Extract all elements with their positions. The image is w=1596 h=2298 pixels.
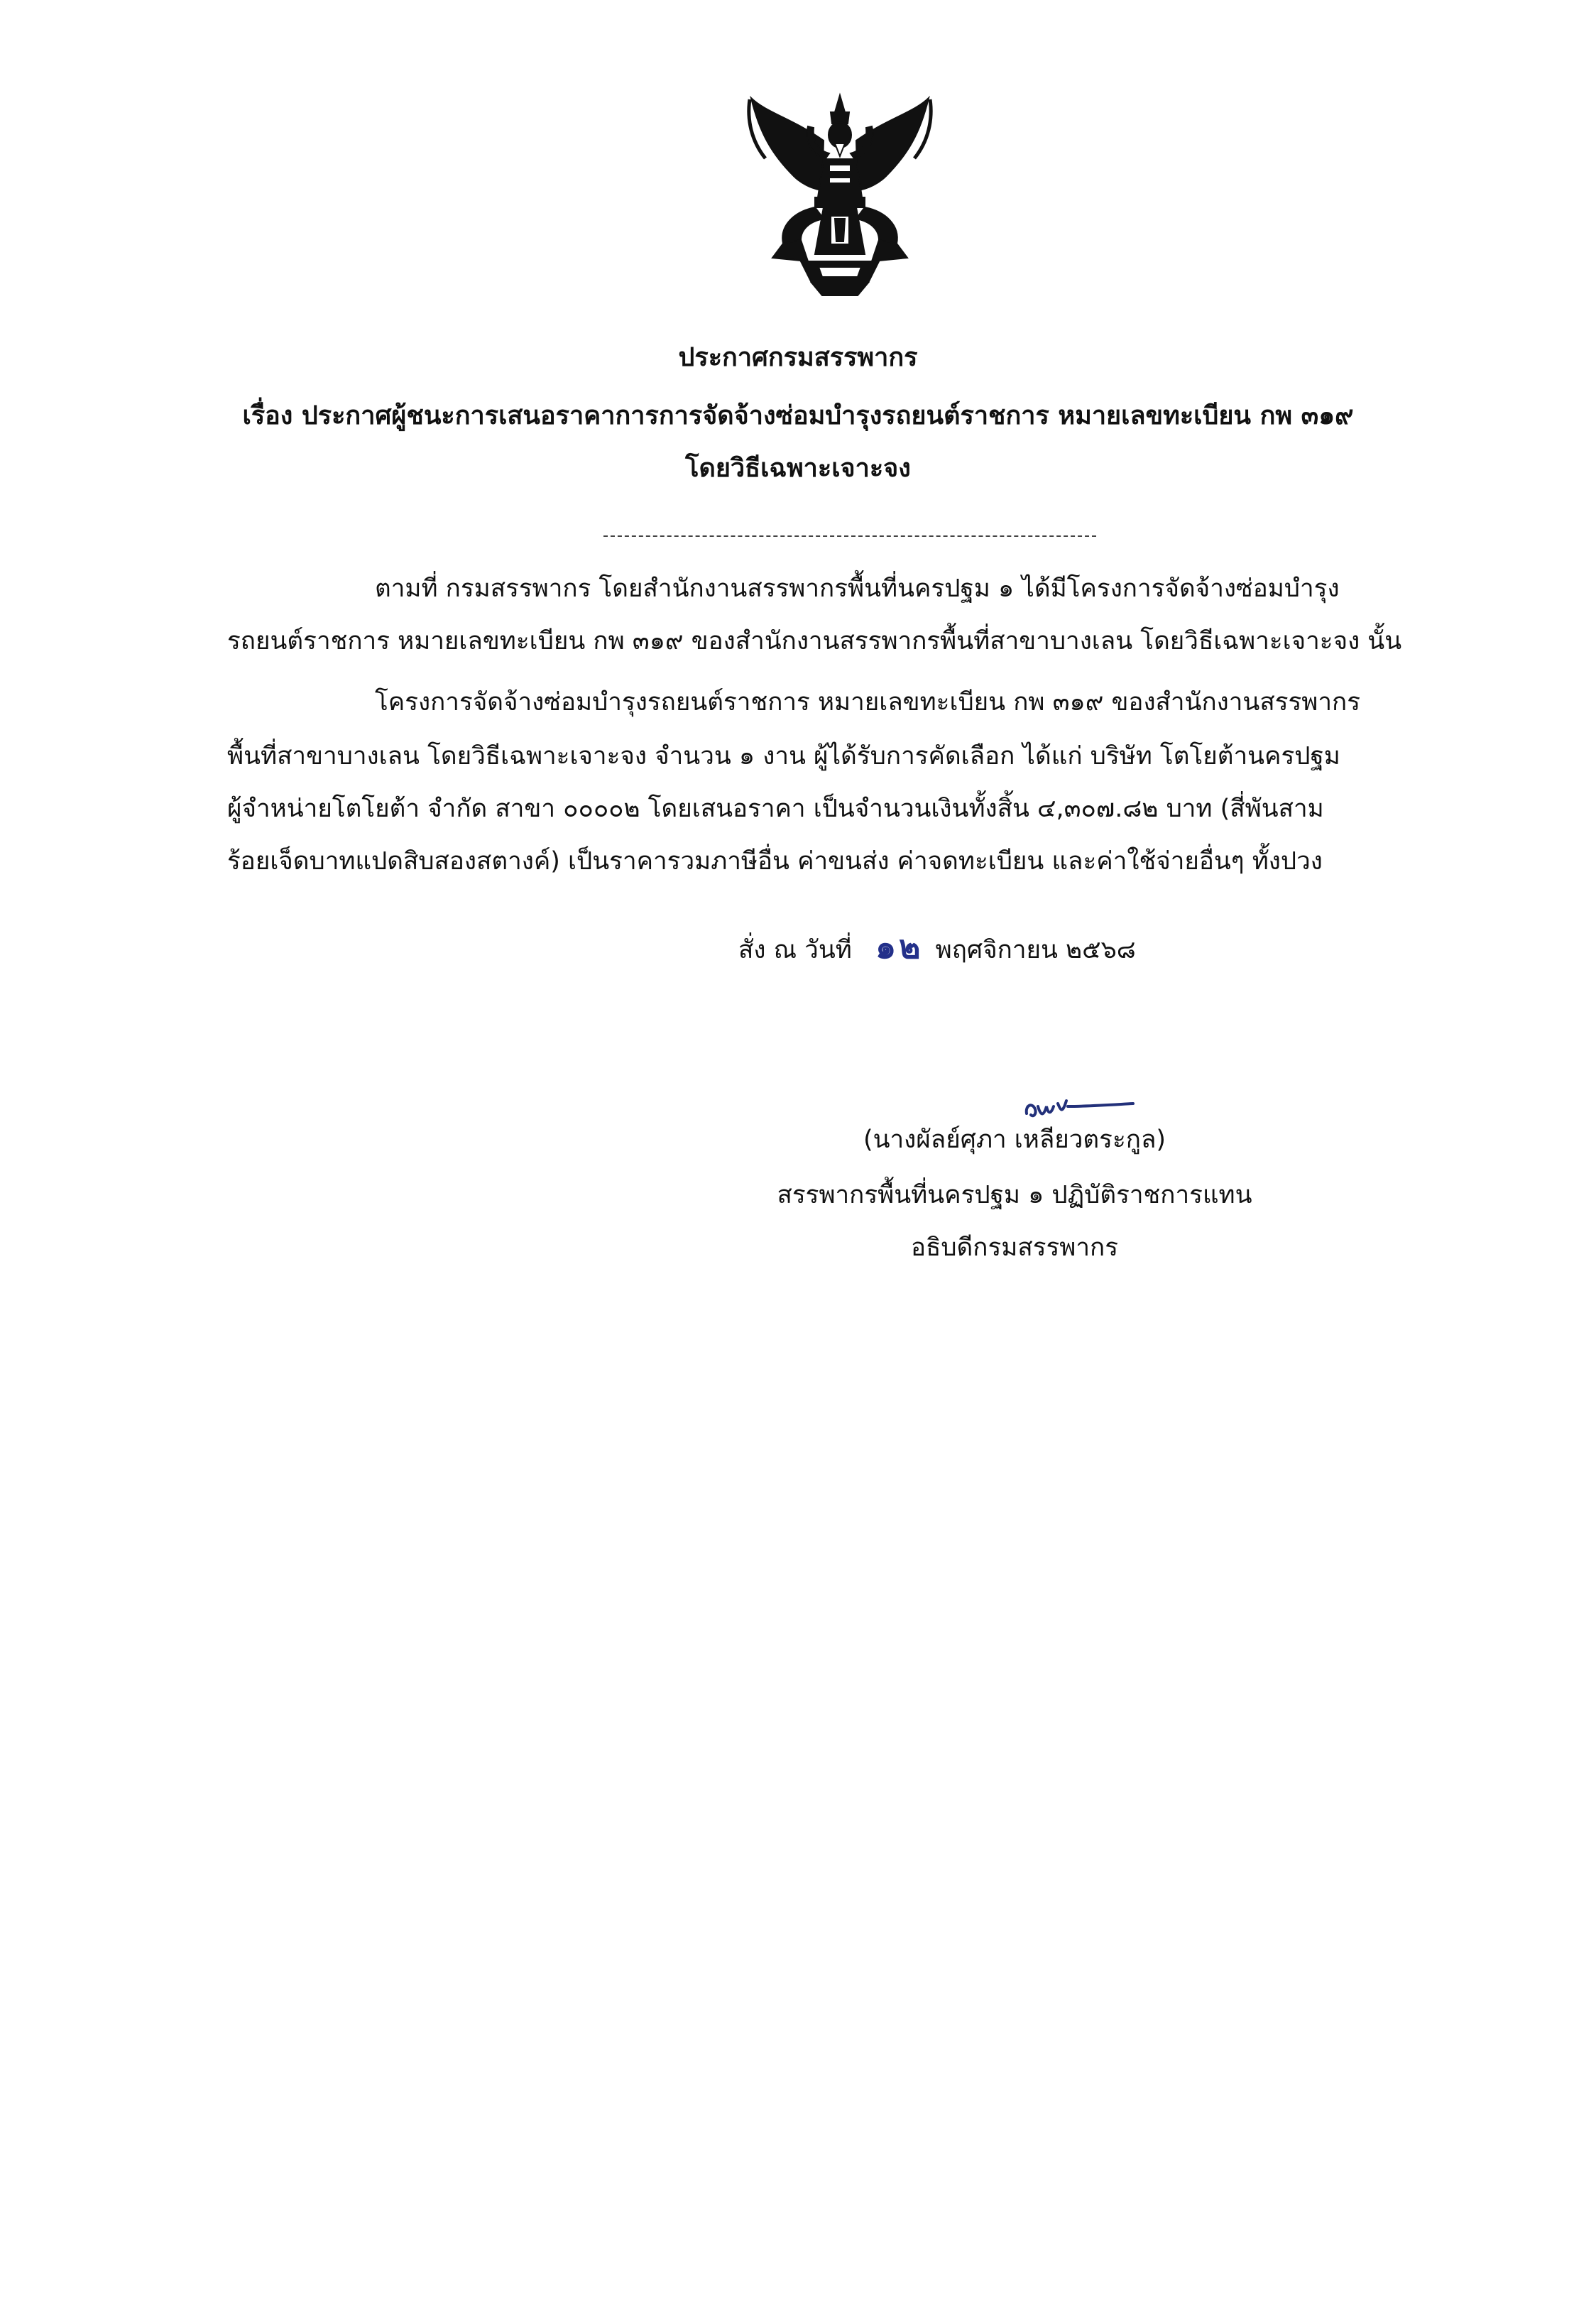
garuda-emblem [744, 91, 936, 297]
order-date [738, 927, 1136, 966]
date-prefix: สั่ง ณ วันที่ [738, 936, 852, 964]
signatory-name: (นางผัลย์ศุภา เหลียวตระกูล) [863, 1126, 1166, 1154]
handwritten-signature [1022, 1085, 1136, 1128]
paragraph-2-line-4: ร้อยเจ็ดบาทแปดสิบสองสตางค์) เป็นราคารวมภาษีอื่น ค่าขนส่ง ค่าจดทะเบียน และค่าใช้จ่ายอื่นๆ ทั้งปวง [227, 847, 1323, 876]
paragraph-2-line-1: โครงการจัดจ้างซ่อมบำรุงรถยนต์ราชการ หมายเลขทะเบียน กพ ๓๑๙ ของสำนักงานสรรพากร [375, 688, 1361, 717]
separator-rule [603, 535, 1096, 537]
date-day-handwritten: ๑๒ [875, 927, 924, 966]
announcement-method: โดยวิธีเฉพาะเจาะจง [685, 454, 911, 483]
date-month-year: พฤศจิกายน ๒๕๖๘ [935, 936, 1136, 964]
paragraph-1-line-1: ตามที่ กรมสรรพากร โดยสำนักงานสรรพากรพื้นที่นครปฐม ๑ ได้มีโครงการจัดจ้างซ่อมบำรุง [375, 574, 1340, 603]
paragraph-2-line-3: ผู้จำหน่ายโตโยต้า จำกัด สาขา ๐๐๐๐๒ โดยเสนอราคา เป็นจำนวนเงินทั้งสิ้น ๔,๓๐๗.๘๒ บาท (สี่พันสาม [227, 795, 1324, 823]
announcement-issuer: ประกาศกรมสรรพากร [678, 343, 918, 372]
signatory-on-behalf-of: อธิบดีกรมสรรพากร [910, 1234, 1119, 1262]
announcement-subject: เรื่อง ประกาศผู้ชนะการเสนอราคาการการจัดจ้างซ่อมบำรุงรถยนต์ราชการ หมายเลขทะเบียน กพ ๓๑๙ [242, 401, 1354, 430]
paragraph-2-line-2: พื้นที่สาขาบางเลน โดยวิธีเฉพาะเจาะจง จำนวน ๑ งาน ผู้ได้รับการคัดเลือก ได้แก่ บริษัท โตโยต้านครปฐม [227, 742, 1340, 770]
paragraph-1-line-2: รถยนต์ราชการ หมายเลขทะเบียน กพ ๓๑๙ ของสำนักงานสรรพากรพื้นที่สาขาบางเลน โดยวิธีเฉพาะเจาะจง นั้น [227, 627, 1402, 655]
signatory-position: สรรพากรพื้นที่นครปฐม ๑ ปฏิบัติราชการแทน [777, 1181, 1252, 1209]
